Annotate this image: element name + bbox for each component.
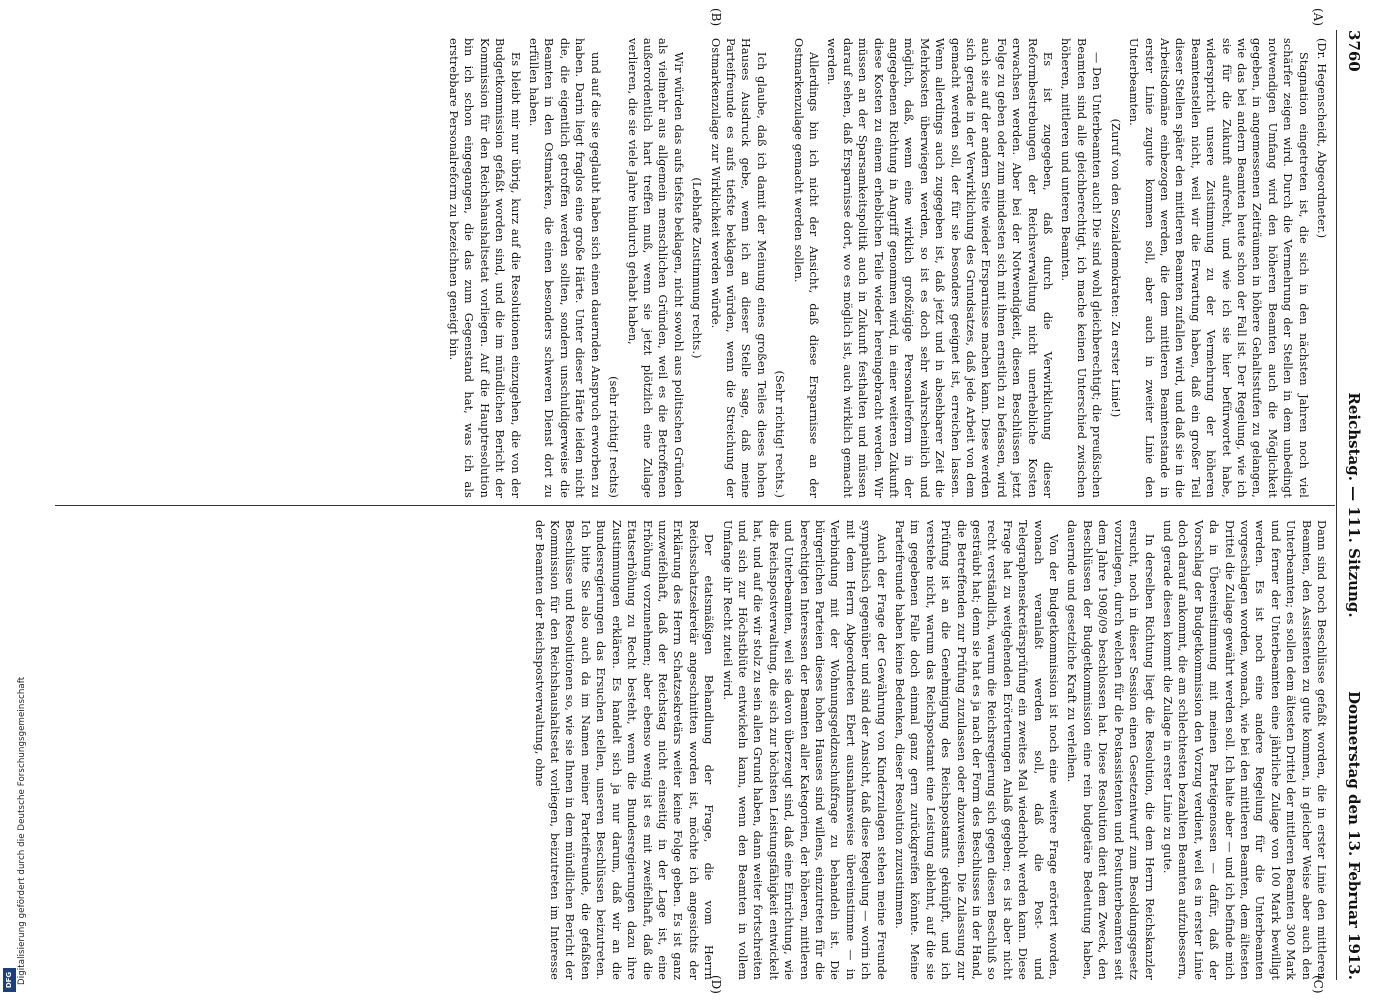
paragraph: Wir würden das aufs tiefste beklagen, nicht sowohl aus politischen Gründen als vielmehr aus allgemein menschlichen Gründen, weil es die Betroffenen außerordentlich hart treffen muß, wenn sie jetzt plötzlich eine Zulage verlieren, die sie viele Jahre hindurch gehabt haben, [625,38,685,498]
paragraph: Von der Budgetkommission ist noch eine weitere Frage erörtert worden, wonach veranlaßt werden soll, daß die Post- und Telegraphensekretärsprüfung ein zweites Mal wiederholt werden kann. Diese Frage hat zu weitgehenden Erörterungen Anlaß gegeben; es ist aber nicht recht verständlich, warum die Reichsregierung sich gegen diesen Beschluß so gesträubt hat; denn sie hat es ja nach der Form des Beschlusses in der Hand, die Betreffenden zur Prüfung zuzulassen oder abzuweisen. Die Zulassung zur Prüfung ist an die Genehmigung des Reichspostamts geknüpft, und ich verstehe nicht, warum das Reichspostamt eine Leistung ablehnt, auf die sie im gegebenen Falle doch einmal ganz gern zurückgreifen könnte. Meine Parteifreunde haben keine Bedenken, dieser Resolution zuzustimmen. [893,520,1061,980]
paragraph: (Zuruf von den Sozialdemokraten: Zu erster Linie!) [1108,118,1122,418]
funding-credit-text: Digitalisierung gefördert durch die Deutsche Forschungsgemeinschaft [17,676,27,985]
margin-mark-c: (C) [1311,975,1325,994]
paragraph: (Dr. Hegenscheidt, Abgeordneter.) [1315,38,1328,239]
margin-mark-d: (D) [709,975,723,994]
column-divider [55,505,1335,506]
page-header [1339,30,1363,980]
margin-mark-b: (B) [709,8,723,27]
right-column [528,520,1329,980]
session-date: Donnerstag den 13. Februar 1913. [1345,690,1363,980]
rotated-page-scan [38,0,1383,1000]
paragraph: Es bleibt mir nur übrig, kurz auf die Resolutionen einzugehen, die von der Budgetkommission gefaßt worden sind, und die im mündlichen Bericht der Kommission für den Reichshaushaltsetat vorliegen. Auf die Hauptresolution bin ich schon eingegangen, die das zum Gegenstand hat, was ich als erstrebbare Personalreform zu bezeichnen geneigt bin. [447,38,522,498]
paragraph: Der etatsmäßigen Behandlung der Frage, die vom Herrn Reichsschatzsekretär angeschnitten worden ist, möchte ich angesichts der Erklärung des Herrn Schatzsekretärs weiter keine Folge geben. Es ist ganz unzweifelhaft, daß der Reichstag nicht einseitig in der Lage ist, eine Erhöhung vorzunehmen; aber ebenso wenig ist es mit zweifelhaft, daß die Etatserhöhung zu Recht besteht, wenn die Bundesregierungen dazu ihre Zustimmungen erklären. Es handelt sich ja nur darum, daß wir an die Bundesregierungen das Ersuchen stellen, unseren Beschlüssen beizutreten. Ich bitte Sie also auch da im Namen meiner Parteifreunde, die gefaßten Beschlüsse und Resolutionen so, wie sie Ihnen in dem mündlichen Bericht der Kommission für den Reichshaushaltsetat vorliegen, beizutreten im Interesse der Beamten der Reichspostverwaltung, ohne [532,520,716,980]
paragraph: Es ist zugegeben, daß durch die Verwirklichung dieser Reformbestrebungen der Reichsverwaltung nicht unerhebliche Kosten erwachsen werden. Aber bei der Notwendigkeit, diesen Beschlüssen jetzt Folge zu geben oder zum mindesten sich mit ihnen ernstlich zu befassen, wird auch sie auf der andern Seite wieder Ersparnisse machen kann. Diese werden sich gerade in der Verwirklichung des Grundsatzes, daß jede Arbeit von dem gemacht werden soll, der für sie besonders geeignet ist, erreichen lassen. Wenn allerdings auch zugegeben ist, daß jetzt und in absehbarer Zeit die Mehrkosten überwiegen werden, so ist es doch sehr wahrscheinlich und möglich, daß, wenn eine wirklich großzügige Personalreform in der angegebenen Richtung in Angriff genommen wird, in einer weiteren Zukunft diese Kosten zu einem erheblichen Teile wieder hereingebracht werden. Wir müssen an der Sparsamkeitspolitik auch in Zukunft festhalten und müssen darauf sehen, daß Ersparnisse dort, wo es möglich ist, auch wirklich gemacht werden. [825,38,1055,498]
page-content [38,0,1383,1000]
page-number: 3760 [1345,30,1363,72]
session-title: Reichstag. — 111. Sitzung. [1345,392,1363,618]
paragraph: Allerdings bin ich nicht der Ansicht, daß diese Ersparnisse an der Ostmarkenzulage gemacht werden sollen. [791,38,820,498]
header-rule [1336,30,1337,980]
paragraph: (Sehr richtig! rechts.) [773,370,787,498]
margin-mark-a: (A) [1311,8,1325,27]
paragraph: In derselben Richtung liegt die Resolution, die dem Herrn Reichskanzler ersucht, noch in dieser Session einen Gesetzentwurf zum Besoldungsgesetz vorzulegen, durch welchen für die Postassistenten und Postunterbeamten seit dem Jahre 1908/09 beschlossen hat. Diese Resolution dient dem Zweck, den Beschlüssen der Budgetkommission eine rein budgetäre Bedeutung haben, dauernde und gesetzliche Kraft zu verleihen. [1065,520,1156,980]
paragraph: — Den Unterbeamten auch! Die sind wohl gleichberechtigt; die preußischen Beamten sind alle gleichberechtigt, ich mache keinen Unterschied zwischen höheren, mittleren und unteren Beamten. [1059,38,1104,498]
left-column [443,38,1329,498]
paragraph: Dann sind noch Beschlüsse gefaßt worden, die in erster Linie den mittleren Beamten, den Assistenten zu gute kommen, in gleicher Weise aber auch den Unterbeamten; es sollen dem ältesten Drittel der mittleren Beamten 300 Mark und ferner der Unterbeamten eine jährliche Zulage von 100 Mark bewilligt werden. Es ist noch eine andere Regelung für die Unterbeamten vorgeschlagen worden, wonach, wie bei den mittleren Beamten, dem ältesten Drittel die Zulage gewährt werden soll. Ich halte aber — und ich befinde mich da in Übereinstimmung mit meinen Parteigenossen — dafür, daß der Vorschlag der Budgetkommission den Vorzug verdient, weil es in erster Linie doch darauf ankommt, die am schlechtesten bezahlten Beamten aufzubessern, und gerade diesen kommt die Zulage in erster Linie zu gute. [1160,520,1328,980]
paragraph: (sehr richtig! rechts) [607,376,621,498]
paragraph: Stagnation eingetreten ist, die sich in den nächsten Jahren noch viel schärfer zeigen wird. Durch die Vermehrung der Stellen in dem unbedingt notwendigen Umfang wird den höheren Beamten auch die Möglichkeit gegeben, in angemessenen Zeiträumen in höhere Gehaltsstufen zu gelangen, wie das bei andern Beamten heute schon der Fall ist. Der Regelung, wie ich sie für die Zukunft aufrecht, und wie ich sie hier befürwortet habe, widerspricht unsere Zustimmung zu der Vermehrung der höheren Beamtenstellen nicht, weil wir die Erwartung haben, daß ein großer Teil dieser Stellen später den mittleren Beamten zufallen wird, und daß sie in die Arbeitsdomäne einbezogen werden, die dem mittleren Beamtenstande in erster Linie zugute kommen soll, aber auch in zweiter Linie den Unterbeamten. [1127,38,1310,498]
paragraph: und auf die sie geglaubt haben sich einen dauernden Anspruch erworben zu haben. Darin liegt fraglos eine große Härte. Unter dieser Härte leiden nicht die, die eigentlich getroffen werden sollten, sondern unschuldigerweise die Beamten in den Ostmarken, die einen besonders schweren Dienst dort zu erfüllen haben. [527,38,602,498]
sidebar-credit [0,0,34,1000]
dfg-logo-icon: DFG [3,968,16,992]
paragraph: (Lebhafte Zustimmung rechts.) [690,177,704,359]
paragraph: Ich glaube, daß ich damit der Meinung eines großen Teiles dieses hohen Hauses Ausdruck gebe, wenn ich an dieser Stelle sage, daß meine Parteifreunde es aufs tiefste beklagen würden, wenn die Streichung der Ostmarkenzulage zur Wirklichkeit werden würde. [708,38,768,498]
paragraph: Auch der Frage der Gewährung von Kinderzulagen stehen meine Freunde sympathisch gegenüber und sind der Ansicht, daß diese Regelung — worin ich mit dem Herrn Abgeordneten Ebert ausnahmsweise übereinstimme — in Verbindung mit der Wohnungsgeldzuschußfrage zu behandeln ist. Die bürgerlichen Parteien dieses hohen Hauses sind willens, einzutreten für die berechtigten Interessen der Beamten aller Kategorien, der höheren, mittleren und Unterbeamten, weil sie davon überzeugt sind, daß eine Einrichtung, wie die Reichspostverwaltung, die sich zur höchsten Leistungsfähigkeit entwickelt hat, und auf die wir stolz zu sein allen Grund haben, dann weiter fortschreiten und sich zur Höchstblüte entwickeln kann, wenn den Beamten in vollem Umfange ihr Recht zuteil wird. [720,520,888,980]
